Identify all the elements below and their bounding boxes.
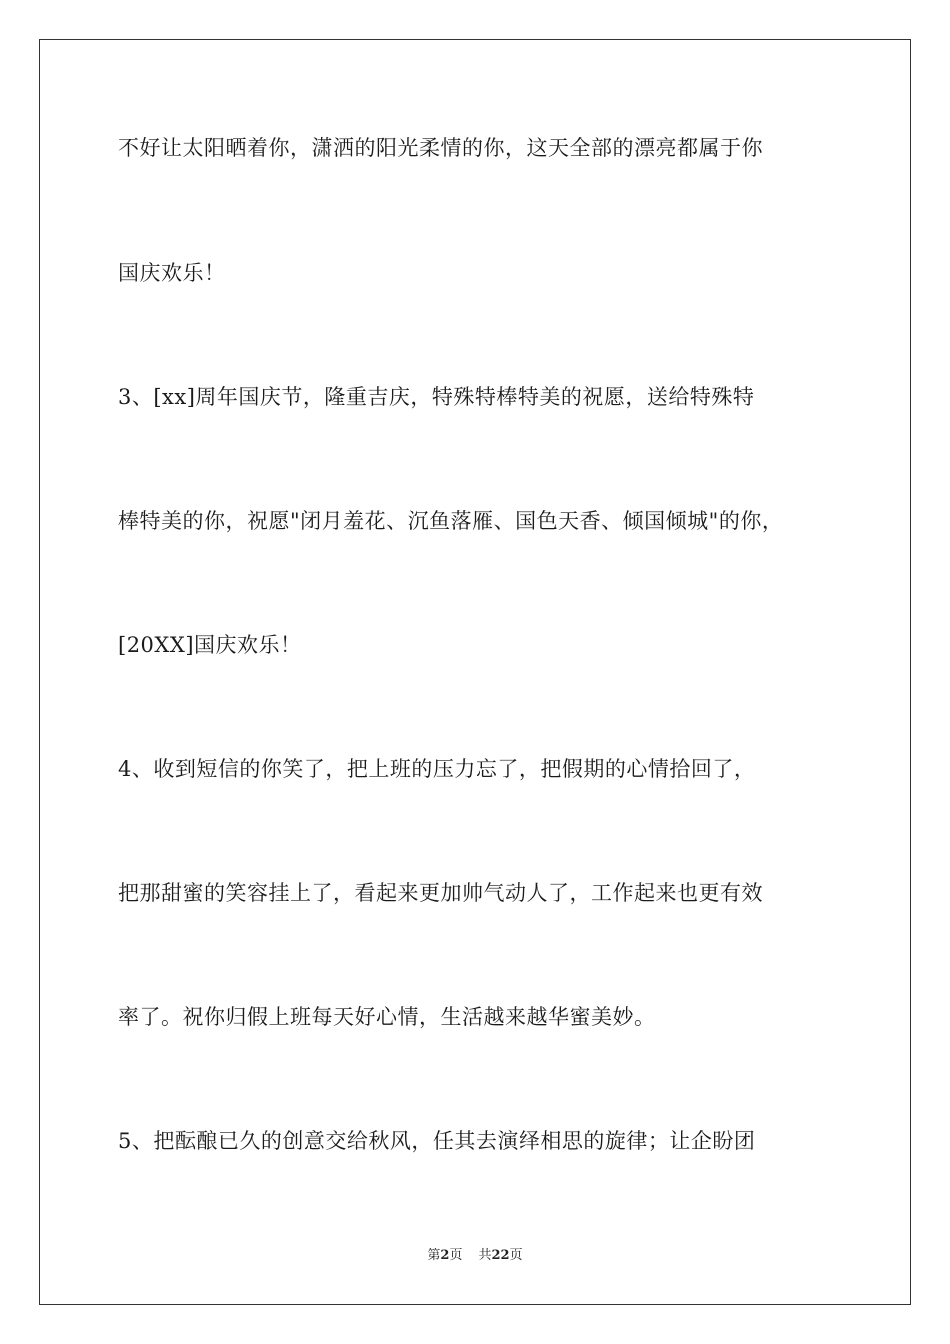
text-line-9: 5、把酝酿已久的创意交给秋风，任其去演绎相思的旋律；让企盼团	[118, 1129, 756, 1153]
text-line-5: [20XX]国庆欢乐！	[118, 633, 302, 657]
text-line-8: 率了。祝你归假上班每天好心情，生活越来越华蜜美妙。	[118, 1005, 656, 1029]
text-line-7: 把那甜蜜的笑容挂上了，看起来更加帅气动人了，工作起来也更有效	[118, 881, 763, 905]
total-prefix: 共	[478, 1248, 492, 1263]
total-suffix: 页	[509, 1248, 523, 1263]
page-border	[39, 39, 911, 1305]
text-line-1: 不好让太阳晒着你，潇洒的阳光柔情的你，这天全部的漂亮都属于你	[118, 136, 763, 160]
page-number: 2	[440, 1248, 450, 1263]
text-line-2: 国庆欢乐！	[118, 261, 226, 285]
text-line-6: 4、收到短信的你笑了，把上班的压力忘了，把假期的心情拾回了，	[118, 757, 756, 781]
text-line-3: 3、[xx]周年国庆节，隆重吉庆，特殊特棒特美的祝愿，送给特殊特	[118, 385, 755, 409]
page-suffix: 页	[449, 1248, 463, 1263]
page-prefix: 第	[427, 1248, 441, 1263]
page-footer	[0, 1247, 950, 1265]
total-pages: 22	[491, 1248, 510, 1263]
text-line-4: 棒特美的你，祝愿"闭月羞花、沉鱼落雁、国色天香、倾国倾城"的你，	[118, 509, 784, 533]
